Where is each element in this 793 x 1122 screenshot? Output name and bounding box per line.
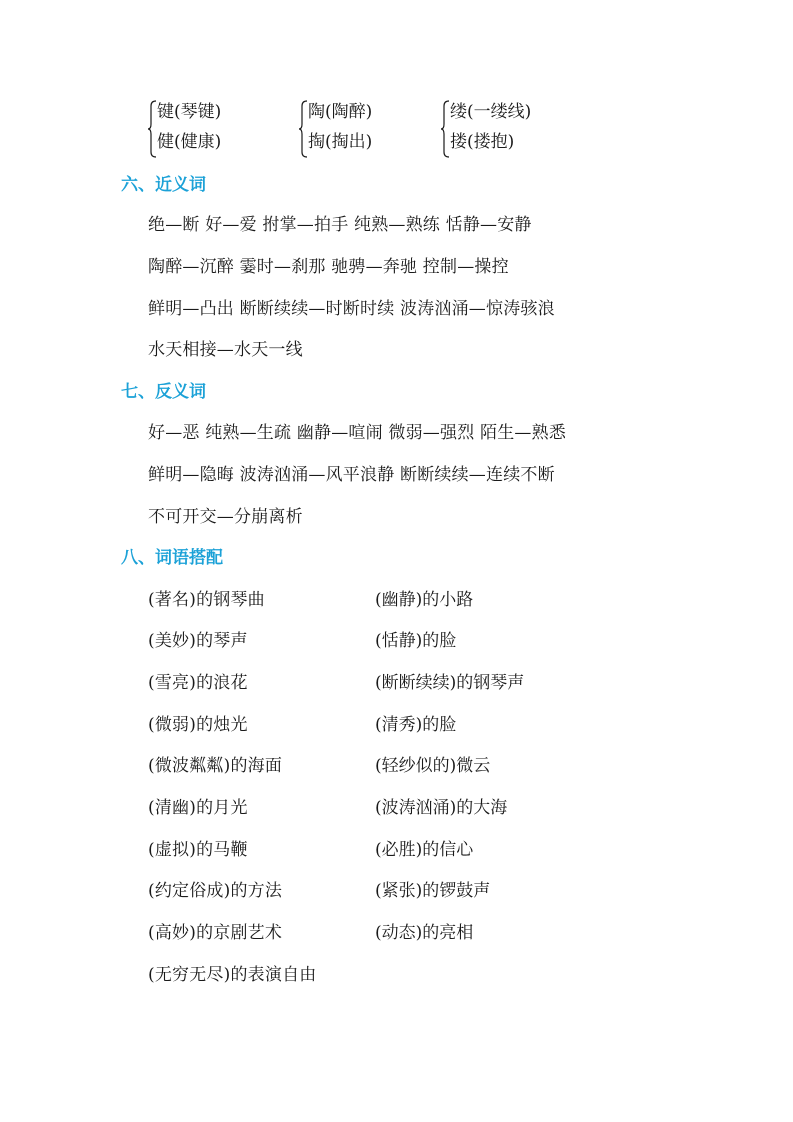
- brace-item: 搂(搂抱): [450, 132, 515, 152]
- collocation-left: (无穷无尽)的表演自由: [148, 965, 317, 985]
- brace-group-2: [299, 98, 439, 160]
- collocation-left: (微波粼粼)的海面: [148, 756, 283, 776]
- collocation-right: (断断续续)的钢琴声: [375, 673, 525, 693]
- collocation-left: (清幽)的月光: [148, 798, 248, 818]
- collocation-right: (波涛汹涌)的大海: [375, 798, 508, 818]
- homophone-brace-groups: [148, 98, 628, 160]
- collocation-left: (美妙)的琴声: [148, 631, 248, 651]
- section-heading-antonyms: 七、反义词: [121, 382, 206, 402]
- section-heading-synonyms: 六、近义词: [121, 175, 206, 195]
- antonym-line: 不可开交—分崩离析: [148, 507, 303, 527]
- brace-item: 掏(掏出): [308, 132, 373, 152]
- synonym-line: 绝—断 好—爱 拊掌—拍手 纯熟—熟练 恬静—安静: [148, 215, 532, 235]
- collocation-right: (幽静)的小路: [375, 590, 474, 610]
- synonym-line: 鲜明—凸出 断断续续—时断时续 波涛汹涌—惊涛骇浪: [148, 299, 555, 319]
- antonym-line: 鲜明—隐晦 波涛汹涌—风平浪静 断断续续—连续不断: [148, 465, 555, 485]
- section-heading-collocations: 八、词语搭配: [121, 548, 223, 568]
- collocation-left: (约定俗成)的方法: [148, 881, 283, 901]
- brace-item: 健(健康): [157, 132, 222, 152]
- brace-item: 陶(陶醉): [308, 102, 373, 122]
- collocation-right: (动态)的亮相: [375, 923, 474, 943]
- brace-group-1: [148, 98, 288, 160]
- collocation-right: (紧张)的锣鼓声: [375, 881, 491, 901]
- collocation-left: (高妙)的京剧艺术: [148, 923, 283, 943]
- collocation-right: (清秀)的脸: [375, 715, 457, 735]
- synonym-line: 水天相接—水天一线: [148, 340, 303, 360]
- collocation-left: (著名)的钢琴曲: [148, 590, 265, 610]
- brace-item: 缕(一缕线): [450, 102, 532, 122]
- collocation-left: (微弱)的烛光: [148, 715, 248, 735]
- antonym-line: 好—恶 纯熟—生疏 幽静—喧闹 微弱—强烈 陌生—熟悉: [148, 423, 567, 443]
- brace-item: 键(琴键): [157, 102, 222, 122]
- collocation-right: (轻纱似的)微云: [375, 756, 491, 776]
- collocation-left: (虚拟)的马鞭: [148, 840, 248, 860]
- brace-group-3: [441, 98, 581, 160]
- synonym-line: 陶醉—沉醉 霎时—刹那 驰骋—奔驰 控制—操控: [148, 257, 509, 277]
- collocation-right: (必胜)的信心: [375, 840, 474, 860]
- collocation-left: (雪亮)的浪花: [148, 673, 248, 693]
- collocation-right: (恬静)的脸: [375, 631, 457, 651]
